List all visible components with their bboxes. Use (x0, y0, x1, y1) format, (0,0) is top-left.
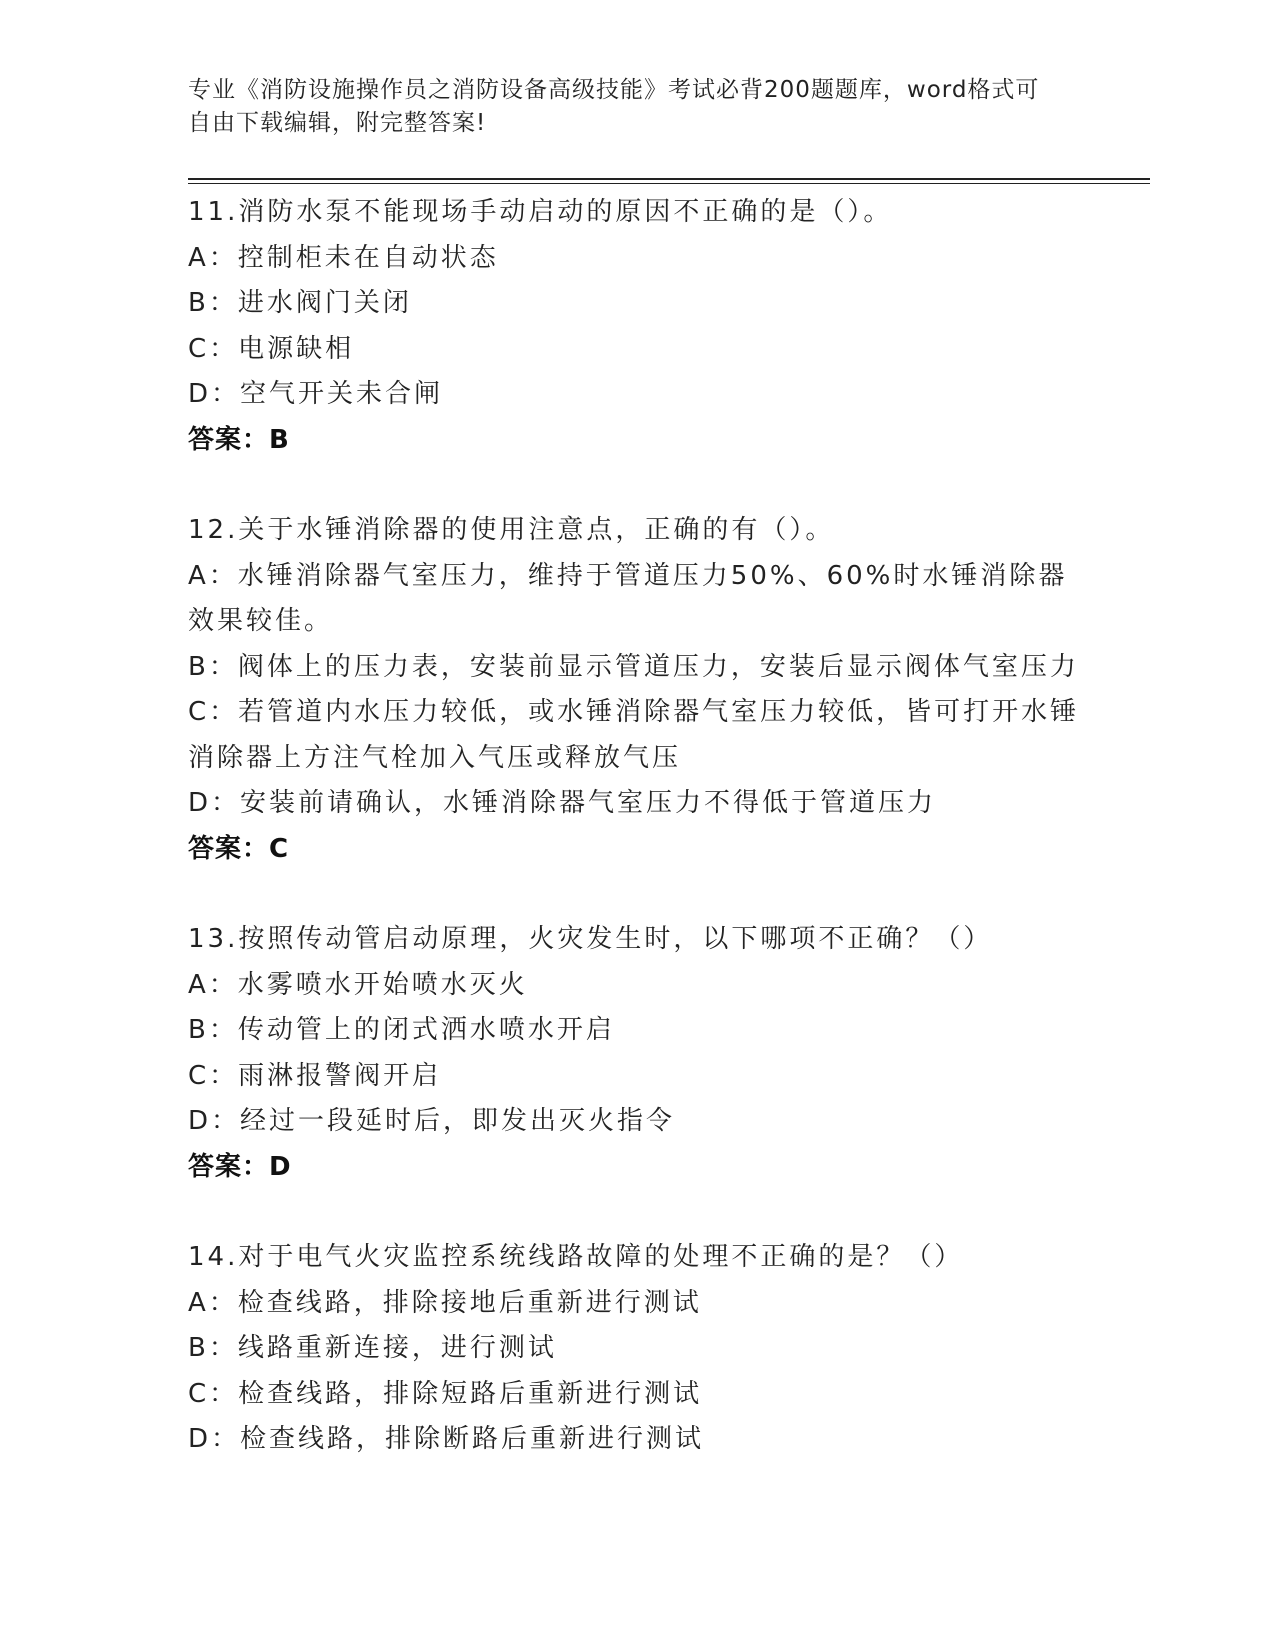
option-c: C：若管道内水压力较低，或水锤消除器气室压力较低，皆可打开水锤消除器上方注气栓加入气压或释放气压 (188, 697, 1080, 773)
question-11 (188, 190, 1093, 463)
option-a: A：检查线路，排除接地后重新进行测试 (188, 1287, 702, 1318)
header-divider-thin (188, 183, 1150, 184)
header-line-1: 专业《消防设施操作员之消防设备高级技能》考试必背200题题库，word格式可 (188, 77, 1040, 103)
option-a: A：水锤消除器气室压力，维持于管道压力50%、60%时水锤消除器效果较佳。 (188, 560, 1068, 636)
question-14 (188, 1235, 1093, 1463)
option-c: C：检查线路，排除短路后重新进行测试 (188, 1378, 703, 1409)
option-c: C：电源缺相 (188, 333, 355, 364)
header-divider-thick (188, 178, 1150, 180)
option-d: D：安装前请确认，水锤消除器气室压力不得低于管道压力 (188, 788, 937, 818)
option-d: D：空气开关未合闸 (188, 379, 444, 409)
option-a: A：水雾喷水开始喷水灭火 (188, 969, 528, 1000)
question-stem: 11.消防水泵不能现场手动启动的原因不正确的是（）。 (188, 197, 893, 227)
question-stem: 13.按照传动管启动原理，火灾发生时，以下哪项不正确？（） (188, 924, 993, 954)
option-b: B：阀体上的压力表，安装前显示管道压力，安装后显示阀体气室压力 (188, 651, 1079, 682)
question-stem: 12.关于水锤消除器的使用注意点，正确的有（）。 (188, 515, 835, 545)
option-b: B：线路重新连接，进行测试 (188, 1333, 557, 1363)
question-stem: 14.对于电气火灾监控系统线路故障的处理不正确的是？（） (188, 1242, 964, 1272)
question-12 (188, 508, 1093, 872)
question-list (188, 190, 1093, 1508)
option-b: B：进水阀门关闭 (188, 288, 412, 318)
answer-line: 答案：C (188, 833, 290, 864)
option-d: D：检查线路，排除断路后重新进行测试 (188, 1424, 705, 1454)
answer-line: 答案：D (188, 1151, 292, 1182)
question-13 (188, 917, 1093, 1190)
header-line-2: 自由下载编辑，附完整答案! (188, 110, 487, 136)
document-header (188, 74, 1088, 140)
option-d: D：经过一段延时后，即发出灭火指令 (188, 1106, 676, 1136)
option-c: C：雨淋报警阀开启 (188, 1060, 442, 1091)
option-a: A：控制柜未在自动状态 (188, 242, 499, 273)
answer-line: 答案：B (188, 424, 290, 455)
option-b: B：传动管上的闭式洒水喷水开启 (188, 1015, 615, 1045)
